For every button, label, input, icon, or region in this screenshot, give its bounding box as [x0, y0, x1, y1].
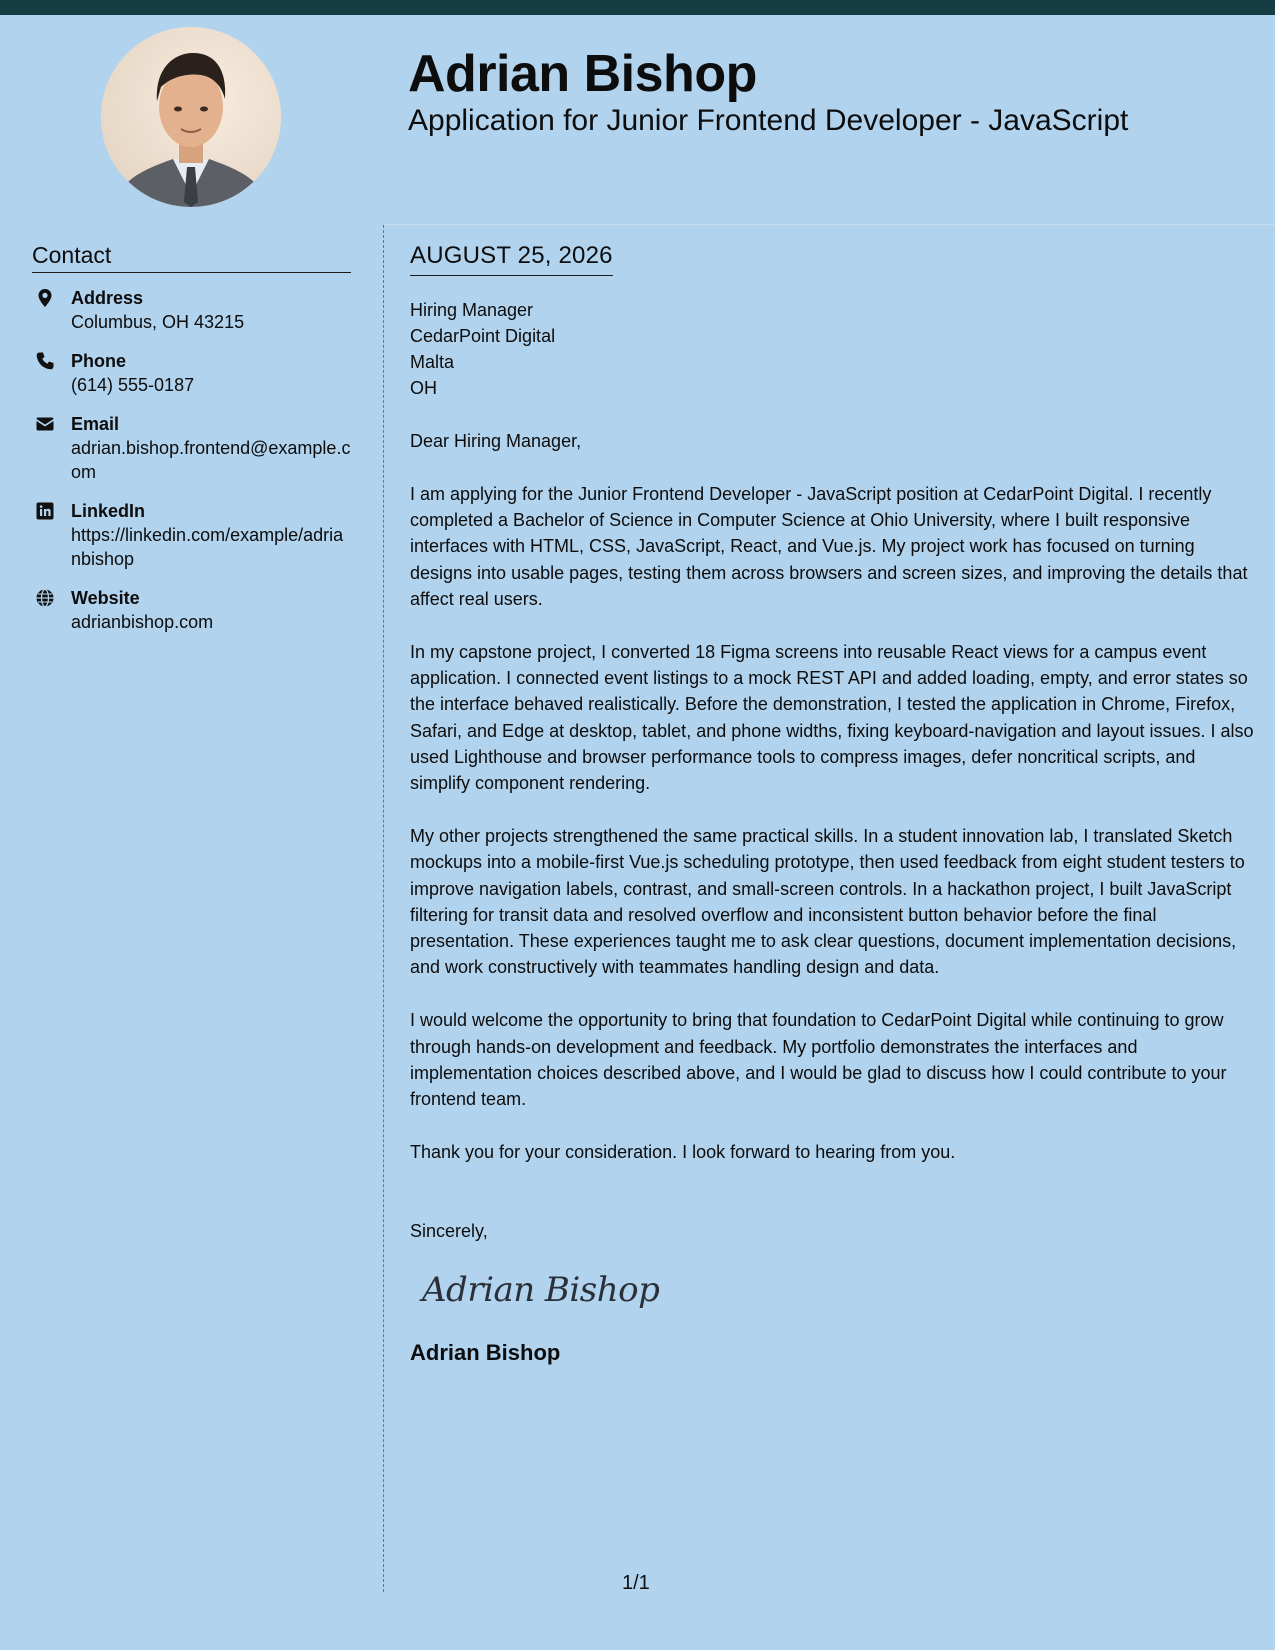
recipient-block [410, 297, 1255, 401]
contact-value: adrian.bishop.frontend@example.com [71, 438, 351, 482]
salutation: Dear Hiring Manager, [410, 431, 582, 451]
contact-label: Address [71, 288, 144, 308]
header-rule [384, 224, 1275, 225]
contact-linkedin [32, 499, 351, 571]
letter-paragraph: I am applying for the Junior Frontend Developer - JavaScript position at CedarPoint Digital. I recently completed a Bachelor of Science in Computer Science at Ohio University, where I built responsive interfaces with HTML, CSS, JavaScript, React, and Vue.js. My project work has focused on turning designs into usable pages, testing them across browsers and screen sizes, and improving the details that affect real users. [410, 484, 1248, 609]
handwritten-signature: Adrian Bishop [422, 1270, 660, 1311]
contact-label: Phone [71, 351, 127, 371]
application-subtitle: Application for Junior Frontend Developer - JavaScript [408, 104, 1129, 137]
phone-icon [35, 351, 55, 371]
letter-paragraph: I would welcome the opportunity to bring that foundation to CedarPoint Digital while continuing to grow through hands-on development and feedback. My portfolio demonstrates the interfaces and implementation choices described above, and I would be glad to discuss how I could contribute to your frontend team. [410, 1010, 1227, 1110]
letter-paragraph: Thank you for your consideration. I look forward to hearing from you. [410, 1142, 956, 1163]
recipient-line: Malta [410, 352, 455, 372]
letter-paragraph: In my capstone project, I converted 18 Figma screens into reusable React views for a campus event application. I connected event listings to a mock REST API and added loading, empty, and error states so the interface behaved realistically. Before the demonstration, I tested the application in Chrome, Firefox, Safari, and Edge at desktop, tablet, and phone widths, fixing keyboard-navigation and layout issues. I also used Lighthouse and browser performance tools to compress images, defer noncritical scripts, and simplify component rendering. [410, 642, 1254, 794]
contact-label: Email [71, 414, 120, 434]
contact-website [32, 586, 351, 634]
contact-address [32, 286, 351, 334]
page-number: 1/1 [622, 1572, 650, 1594]
envelope-icon [35, 414, 55, 434]
contact-value: (614) 555-0187 [71, 375, 195, 395]
contact-sidebar [32, 240, 351, 649]
map-pin-icon [35, 288, 55, 308]
recipient-line: OH [410, 378, 437, 398]
contact-value[interactable]: https://linkedin.com/example/adrianbishop [71, 525, 344, 569]
column-divider [383, 225, 384, 1592]
contact-value[interactable]: adrianbishop.com [71, 612, 214, 632]
letter-date: AUGUST 25, 2026 [410, 240, 613, 276]
letter-paragraph: My other projects strengthened the same practical skills. In a student innovation lab, I translated Sketch mockups into a mobile-first Vue.js scheduling prototype, then used feedback from eight student testers to improve navigation labels, contrast, and small-screen controls. In a hackathon project, I built JavaScript filtering for transit data and resolved overflow and inconsistent button behavior before the final presentation. These experiences taught me to ask clear questions, document implementation decisions, and work constructively with teammates handling design and data. [410, 826, 1245, 978]
linkedin-icon [35, 501, 55, 521]
globe-icon [35, 588, 55, 608]
recipient-line: CedarPoint Digital [410, 326, 556, 346]
contact-label: Website [71, 588, 140, 608]
closing: Sincerely, [410, 1221, 488, 1242]
signer-name: Adrian Bishop [410, 1340, 561, 1366]
contact-label: LinkedIn [71, 501, 146, 521]
applicant-name: Adrian Bishop [408, 45, 757, 103]
recipient-line: Hiring Manager [410, 300, 534, 320]
profile-photo [101, 27, 281, 207]
contact-value: Columbus, OH 43215 [71, 312, 245, 332]
contact-heading: Contact [32, 240, 351, 273]
letter-body [410, 240, 1255, 1368]
contact-list [32, 286, 351, 634]
contact-phone [32, 349, 351, 397]
contact-email [32, 412, 351, 484]
top-accent-bar [0, 0, 1275, 15]
